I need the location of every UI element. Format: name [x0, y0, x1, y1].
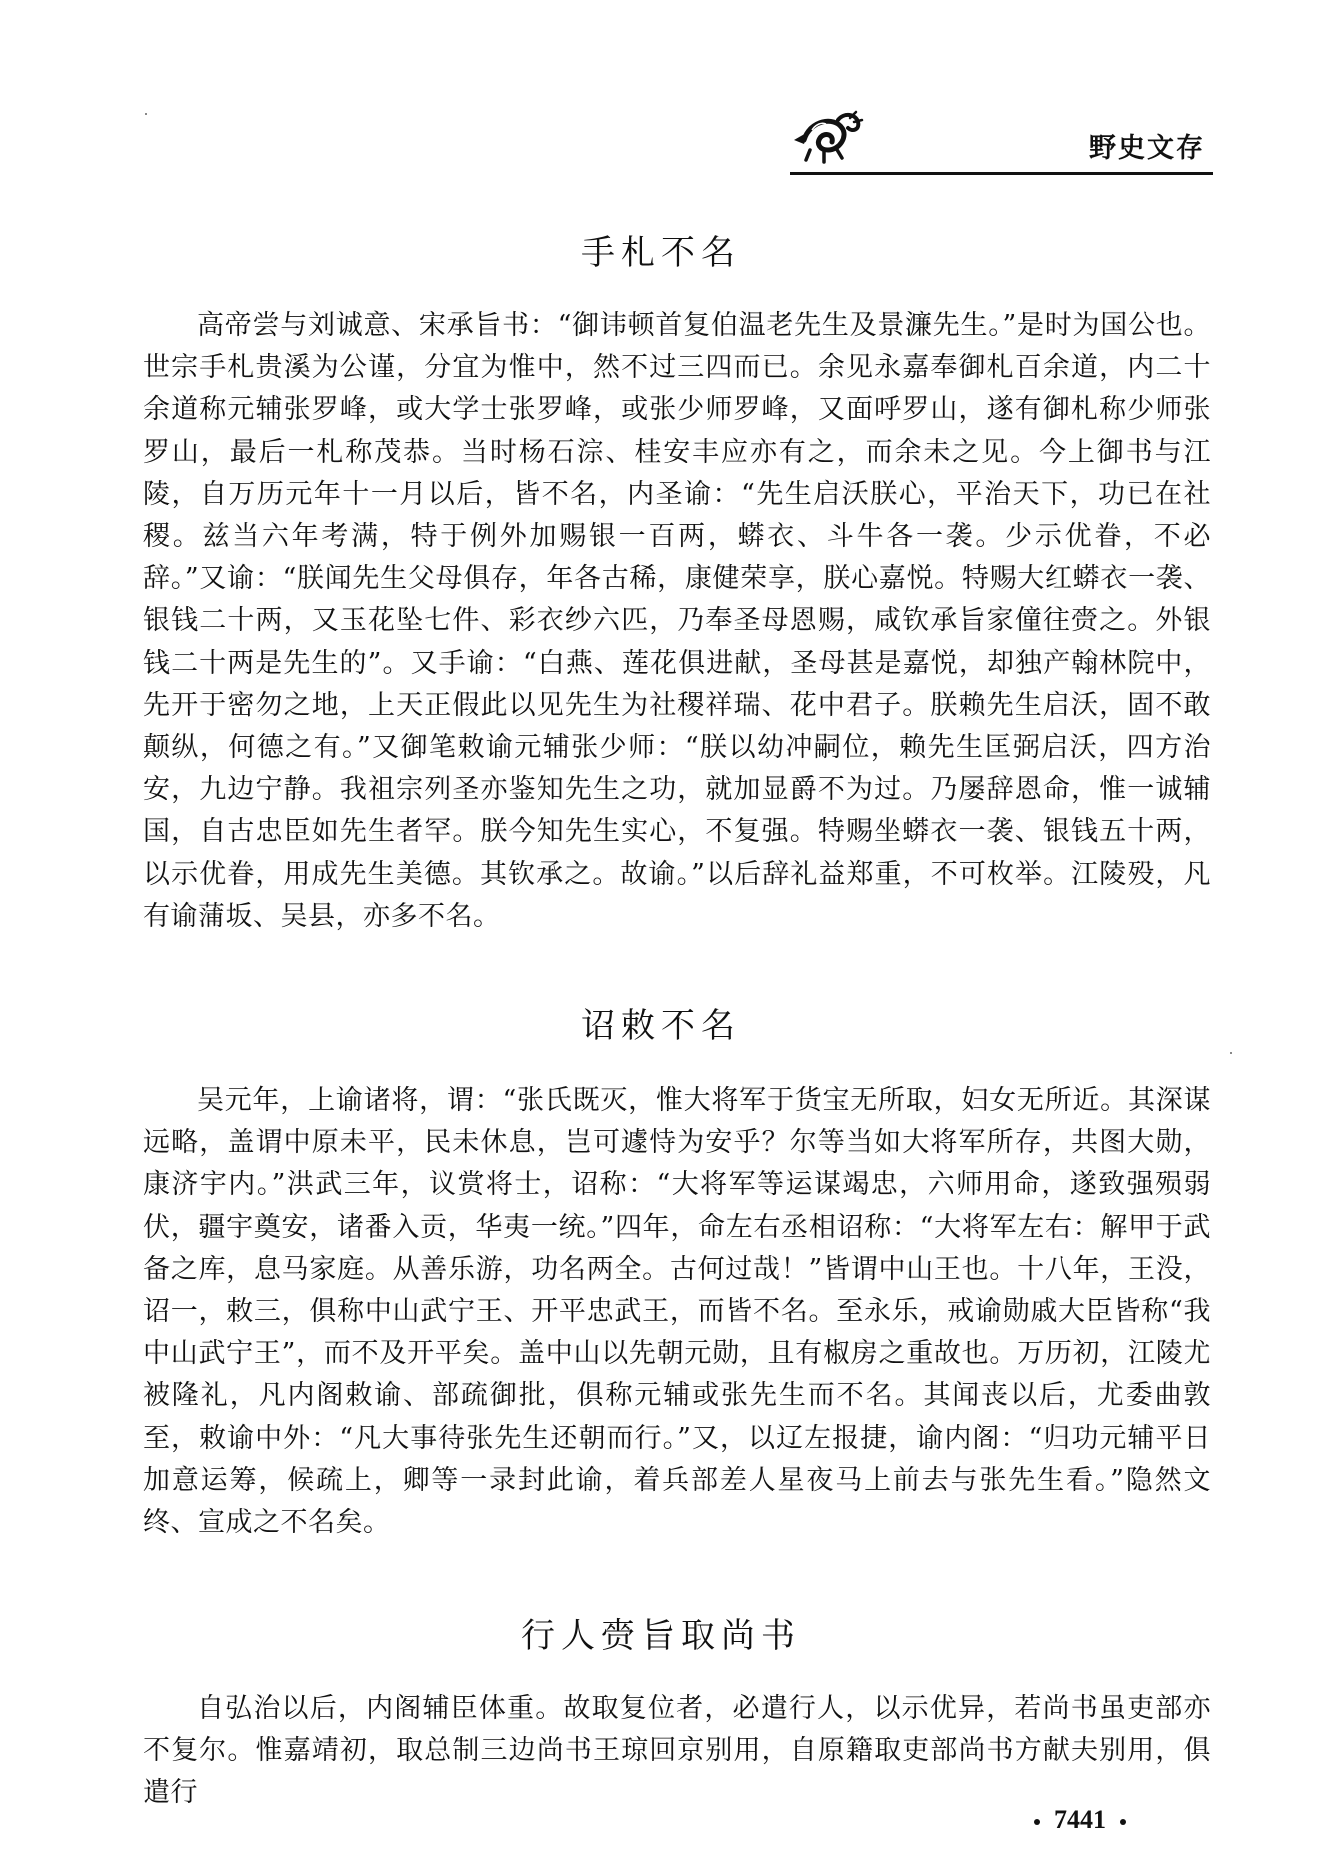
section-title: 手札不名	[581, 233, 741, 273]
section-body: 高帝尝与刘诚意、宋承旨书：“御讳顿首复伯温老先生及景濂先生。”是时为国公也。世宗手札贵溪为公谨，分宜为惟中，然不过三四而已。余见永嘉奉御札百余道，内二十余道称元辅张罗峰，或大学士张罗峰，或张少师罗峰，又面呼罗山，遂有御札称少师张罗山，最后一札称茂恭。当时杨石淙、桂安丰应亦有之，而余未之见。今上御书与江陵，自万历元年十一月以后，皆不名，内圣谕：“先生启沃朕心，平治天下，功已在社稷。兹当六年考满，特于例外加赐银一百两，蟒衣、斗牛各一袭。少示优眷，不必辞。”又谕：“朕闻先生父母俱存，年各古稀，康健荣享，朕心嘉悦。特赐大红蟒衣一袭、银钱二十两，又玉花坠七件、彩衣纱六匹，乃奉圣母恩赐，咸钦承旨家僮往赍之。外银钱二十两是先生的”。又手谕：“白燕、莲花俱进献，圣母甚是嘉悦，却独产翰林院中，先开于密勿之地，上天正假此以见先生为社稷祥瑞、花中君子。朕赖先生启沃，固不敢颠纵，何德之有。”又御笔敕谕元辅张少师：“朕以幼冲嗣位，赖先生匡弼启沃，四方治安，九边宁静。我祖宗列圣亦鉴知先生之功，就加显爵不为过。乃屡辞恩命，惟一诚辅国，自古忠臣如先生者罕。朕今知先生实心，不复强。特赐坐蟒衣一袭、银钱五十两，以示优眷，用成先生美德。其钦承之。故谕。”以后辞礼益郑重，不可枚举。江陵殁，凡有谕蒲坂、吴县，亦多不名。	[143, 310, 1211, 932]
section-title: 行人赍旨取尚书	[521, 1616, 801, 1656]
running-header	[790, 100, 1213, 180]
series-title: 野史文存	[1089, 133, 1205, 164]
section-body: 吴元年，上谕诸将，谓：“张氏既灭，惟大将军于货宝无所取，妇女无所近。其深谋远略，盖谓中原未平，民未休息，岂可遽恃为安乎？尔等当如大将军所存，共图大勋，康济宇内。”洪武三年，议赏将士，诏称：“大将军等运谋竭忠，六师用命，遂致强殒弱伏，疆宇奠安，诸番入贡，华夷一统。”四年，命左右丞相诏称：“大将军左右：解甲于武备之库，息马家庭。从善乐游，功名两全。古何过哉！”皆谓中山王也。十八年，王没，诏一，敕三，俱称中山武宁王、开平忠武王，而皆不名。至永乐，戒谕勋戚大臣皆称“我中山武宁王”，而不及开平矣。盖中山以先朝元勋，且有椒房之重故也。万历初，江陵尤被隆礼，凡内阁敕谕、部疏御批，俱称元辅或张先生而不名。其闻丧以后，尤委曲敦至，敕谕中外：“凡大事待张先生还朝而行。”又，以辽左报捷，谕内阁：“归功元辅平日加意运筹，候疏上，卿等一录封此谕，着兵部差人星夜马上前去与张先生看。”隐然文终、宣成之不名矣。	[143, 1085, 1211, 1539]
dot-icon	[1120, 1819, 1126, 1825]
page-number-value: 7441	[1054, 1805, 1106, 1834]
page-number	[1020, 1805, 1140, 1835]
scan-speck	[1230, 1052, 1232, 1054]
dot-icon	[1034, 1819, 1040, 1825]
scan-speck	[145, 113, 147, 115]
section-body: 自弘治以后，内阁辅臣体重。故取复位者，必遣行人，以示优异，若尚书虽吏部亦不复尔。惟嘉靖初，取总制三边尚书王琼回京别用，自原籍取吏部尚书方献夫别用，俱遣行	[143, 1693, 1211, 1809]
dragon-emblem-icon	[790, 110, 865, 165]
section-title: 诏敕不名	[581, 1006, 741, 1046]
header-rule	[790, 172, 1213, 175]
